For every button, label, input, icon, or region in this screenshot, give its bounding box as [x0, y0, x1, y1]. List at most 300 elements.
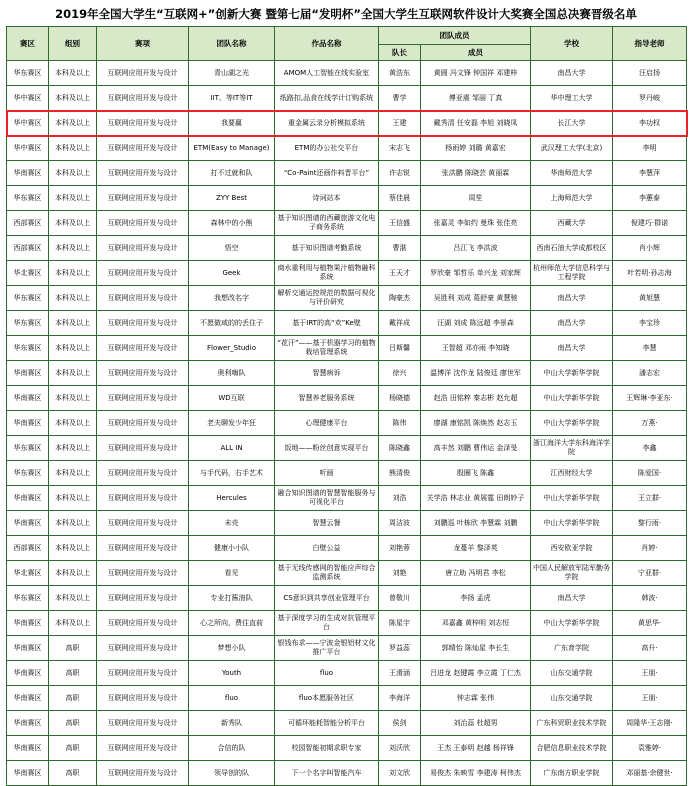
cell-members: 刘鹏巡 叶栋欣 李慧霖 刘鹏	[421, 511, 531, 536]
cell-work: 下一个名字叫智能汽车	[275, 761, 379, 786]
cell-event: 互联网应用开发与设计	[97, 311, 189, 336]
cell-leader: 宋志飞	[379, 136, 421, 161]
cell-members: 廖湖 康铭凯 陈焕然 赵志玉	[421, 411, 531, 436]
cell-event: 互联网应用开发与设计	[97, 361, 189, 386]
table-row	[7, 711, 687, 736]
cell-school: 南昌大学	[531, 61, 613, 86]
cell-group: 本科及以上	[49, 86, 97, 111]
cell-leader: 罗益蕊	[379, 636, 421, 661]
cell-group: 本科及以上	[49, 461, 97, 486]
cell-team: 悟空	[189, 236, 275, 261]
cell-team: WD互联	[189, 386, 275, 411]
cell-team: 新秀队	[189, 711, 275, 736]
cell-area: 华东赛区	[7, 586, 49, 611]
cell-work: AMOM人工智能在线实验室	[275, 61, 379, 86]
cell-area: 华南赛区	[7, 511, 49, 536]
col-header-work: 作品名称	[275, 27, 379, 61]
cell-mentor: 李慧	[613, 336, 687, 361]
table-row	[7, 86, 687, 111]
cell-event: 互联网应用开发与设计	[97, 636, 189, 661]
cell-event: 互联网应用开发与设计	[97, 186, 189, 211]
cell-mentor: 叶若明·孙志海	[613, 261, 687, 286]
cell-school: 武汉理工大学(北京)	[531, 136, 613, 161]
table-row	[7, 536, 687, 561]
cell-group: 本科及以上	[49, 186, 97, 211]
table-row	[7, 311, 687, 336]
cell-team: 我要赢	[189, 111, 275, 136]
cell-area: 华中赛区	[7, 136, 49, 161]
cell-work: 解析交通运控规范的数据可视化与评价研究	[275, 286, 379, 311]
cell-event: 互联网应用开发与设计	[97, 86, 189, 111]
cell-mentor: 李慧萍	[613, 161, 687, 186]
cell-leader: 吕斯馨	[379, 336, 421, 361]
cell-work: fluo本愿服务社区	[275, 686, 379, 711]
cell-mentor: 万燕·	[613, 411, 687, 436]
cell-mentor: 周隆华·王志刚·	[613, 711, 687, 736]
cell-area: 华中赛区	[7, 86, 49, 111]
col-header-leader: 队长	[379, 45, 421, 61]
cell-mentor: 邓丽基·余健世·	[613, 761, 687, 786]
cell-work: 基于无线传感网的智能应声综合监测系统	[275, 561, 379, 586]
cell-members: 王智超 邓亦雨 李知晓	[421, 336, 531, 361]
cell-leader: 徐兴	[379, 361, 421, 386]
col-header-members-group: 团队成员	[379, 27, 531, 45]
cell-group: 高职	[49, 761, 97, 786]
cell-leader: 王建	[379, 111, 421, 136]
cell-group: 本科及以上	[49, 261, 97, 286]
table-row	[7, 211, 687, 236]
table-row	[7, 286, 687, 311]
cell-work: 基于IRT的高“欢”Ke壁	[275, 311, 379, 336]
cell-event: 互联网应用开发与设计	[97, 486, 189, 511]
cell-team: Geek	[189, 261, 275, 286]
cell-group: 本科及以上	[49, 311, 97, 336]
table-row	[7, 136, 687, 161]
cell-members: 傅亚震 邹丽 丁真	[421, 86, 531, 111]
cell-members: 王杰 王泰明 赵越 杨祥锋	[421, 736, 531, 761]
cell-school: 广东育学院	[531, 636, 613, 661]
cell-area: 华南赛区	[7, 661, 49, 686]
cell-event: 互联网应用开发与设计	[97, 161, 189, 186]
cell-school: 广东南方职业学院	[531, 761, 613, 786]
cell-event: 互联网应用开发与设计	[97, 61, 189, 86]
cell-school: 中山大学新华学院	[531, 486, 613, 511]
cell-mentor: 肖小辉	[613, 236, 687, 261]
cell-leader: 刘文欣	[379, 761, 421, 786]
cell-school: 西藏大学	[531, 211, 613, 236]
cell-group: 本科及以上	[49, 411, 97, 436]
cell-team: 合信的队	[189, 736, 275, 761]
cell-team: 心之所向，费往直前	[189, 611, 275, 636]
cell-members: 罗欣豪 邹哲乐 单兴龙 刘家辉	[421, 261, 531, 286]
cell-mentor: 李鑫	[613, 436, 687, 461]
col-header-team: 团队名称	[189, 27, 275, 61]
table-row	[7, 361, 687, 386]
cell-group: 高职	[49, 686, 97, 711]
cell-group: 本科及以上	[49, 511, 97, 536]
cell-leader: 黄浩东	[379, 61, 421, 86]
table-row	[7, 611, 687, 636]
cell-group: 本科及以上	[49, 586, 97, 611]
cell-school: 江西财经大学	[531, 461, 613, 486]
cell-school: 南昌大学	[531, 586, 613, 611]
cell-team: Hercules	[189, 486, 275, 511]
col-header-mentor: 指导老师	[613, 27, 687, 61]
cell-school: 杭州师范大学信息科学与工程学院	[531, 261, 613, 286]
cell-group: 本科及以上	[49, 286, 97, 311]
table-row	[7, 661, 687, 686]
cell-group: 高职	[49, 711, 97, 736]
cell-work: “花汗”——基于机器学习的植物栽培管理系统	[275, 336, 379, 361]
table-head	[7, 27, 687, 61]
cell-event: 互联网应用开发与设计	[97, 236, 189, 261]
cell-work: 纸路扣,品食在线学计订购系统	[275, 86, 379, 111]
cell-area: 华南赛区	[7, 636, 49, 661]
cell-mentor: 罗丹峻	[613, 86, 687, 111]
table-row	[7, 61, 687, 86]
cell-members: 郭晴怡 陈灿星 李长生	[421, 636, 531, 661]
table-row	[7, 261, 687, 286]
cell-work: fluo	[275, 661, 379, 686]
cell-school: 华南师范大学	[531, 161, 613, 186]
cell-area: 华南赛区	[7, 761, 49, 786]
cell-school: 中山大学新华学院	[531, 386, 613, 411]
cell-work: 白壁公益	[275, 536, 379, 561]
cell-mentor: 汪启扬	[613, 61, 687, 86]
cell-area: 华东赛区	[7, 186, 49, 211]
table-wrapper	[6, 26, 686, 786]
cell-event: 互联网应用开发与设计	[97, 286, 189, 311]
table-row	[7, 236, 687, 261]
cell-event: 互联网应用开发与设计	[97, 261, 189, 286]
cell-mentor: 李宝珍	[613, 311, 687, 336]
cell-members: 张洪鹏 陈晓芸 黄丽霖	[421, 161, 531, 186]
cell-work: 饭地——粉丝创意实现平台	[275, 436, 379, 461]
cell-leader: 陈伟	[379, 411, 421, 436]
cell-area: 华南赛区	[7, 161, 49, 186]
cell-group: 本科及以上	[49, 111, 97, 136]
cell-leader: 王天才	[379, 261, 421, 286]
cell-work: 基于知识图谱的西藏旅游文化电子商务系统	[275, 211, 379, 236]
cell-mentor: 李蕙泰	[613, 186, 687, 211]
cell-team: 梦想小队	[189, 636, 275, 661]
cell-work: 融合知识图谱的智慧智能服务与可视化平台	[275, 486, 379, 511]
cell-leader: 陈晓鑫	[379, 436, 421, 461]
cell-mentor: 袁雅婷·	[613, 736, 687, 761]
cell-mentor: 王朋·	[613, 686, 687, 711]
cell-work: “Co-Paint还画作料晋平台”	[275, 161, 379, 186]
cell-mentor: 韩波·	[613, 586, 687, 611]
table-row	[7, 686, 687, 711]
cell-members: 龙蔓羊 黎泽英	[421, 536, 531, 561]
cell-team: 老夫聊发少年狂	[189, 411, 275, 436]
cell-leader: 刘浩	[379, 486, 421, 511]
cell-members: 黄圆 冯文锋 钟国祥 邓建梓	[421, 61, 531, 86]
cell-mentor: 高升·	[613, 636, 687, 661]
cell-work: 可循环能耗智能分析平台	[275, 711, 379, 736]
cell-leader: 刘艳蓉	[379, 536, 421, 561]
cell-group: 高职	[49, 661, 97, 686]
table-row	[7, 736, 687, 761]
table-row	[7, 511, 687, 536]
cell-group: 本科及以上	[49, 536, 97, 561]
cell-mentor: 宁亚群·	[613, 561, 687, 586]
cell-group: 本科及以上	[49, 161, 97, 186]
cell-mentor: 倪建巧·群诺	[613, 211, 687, 236]
cell-leader: 曹湛	[379, 236, 421, 261]
cell-leader: 李海洋	[379, 686, 421, 711]
cell-school: 西南石油大学成都校区	[531, 236, 613, 261]
cell-event: 互联网应用开发与设计	[97, 761, 189, 786]
cell-leader: 周洁波	[379, 511, 421, 536]
cell-area: 华东赛区	[7, 436, 49, 461]
cell-group: 本科及以上	[49, 436, 97, 461]
cell-area: 华南赛区	[7, 711, 49, 736]
cell-event: 互联网应用开发与设计	[97, 511, 189, 536]
table-row	[7, 186, 687, 211]
cell-event: 互联网应用开发与设计	[97, 586, 189, 611]
cell-members: 汪湖 刘成 陈远超 李景森	[421, 311, 531, 336]
cell-area: 华南赛区	[7, 411, 49, 436]
cell-members: 殷圈飞 陈鑫	[421, 461, 531, 486]
cell-team: 看见	[189, 561, 275, 586]
cell-leader: 戴祥成	[379, 311, 421, 336]
cell-area: 华北赛区	[7, 261, 49, 286]
cell-event: 互联网应用开发与设计	[97, 111, 189, 136]
cell-work: 诗词站本	[275, 186, 379, 211]
cell-work: 智慧养老服务系统	[275, 386, 379, 411]
cell-members: 赵浩 田铭粹 秦志彬 赵允超	[421, 386, 531, 411]
cell-mentor: 陈爱国·	[613, 461, 687, 486]
cell-leader: 蔡佳晨	[379, 186, 421, 211]
cell-mentor: 黄旭慧	[613, 286, 687, 311]
cell-leader: 许志锐	[379, 161, 421, 186]
cell-group: 本科及以上	[49, 61, 97, 86]
cell-team: 我想改名字	[189, 286, 275, 311]
cell-work: 银钱布求——宁波金银铝材文化推广平台	[275, 636, 379, 661]
cell-group: 本科及以上	[49, 236, 97, 261]
cell-team: 未壳	[189, 511, 275, 536]
cell-leader: 侯剑	[379, 711, 421, 736]
cell-work: 基于深度学习的生成对抗管理平台	[275, 611, 379, 636]
cell-leader: 陈星宇	[379, 611, 421, 636]
table-row	[7, 411, 687, 436]
cell-event: 互联网应用开发与设计	[97, 711, 189, 736]
cell-members: 吕进龙 赵键霞 李立霞 丁仁杰	[421, 661, 531, 686]
cell-work: 智慧病诉	[275, 361, 379, 386]
cell-mentor: 潘志宏	[613, 361, 687, 386]
cell-members: 高丰然 刘鹏 曹伟运 金泽旻	[421, 436, 531, 461]
table-row	[7, 586, 687, 611]
cell-members: 周笙	[421, 186, 531, 211]
cell-area: 华北赛区	[7, 561, 49, 586]
page-title: 2019年全国大学生“互联网+”创新大赛 暨第七届“发明杯”全国大学生互联网软件设计大奖赛全国总决赛晋级名单	[55, 7, 637, 21]
cell-school: 中国人民解放军陆军勤务学院	[531, 561, 613, 586]
cell-mentor: 李功权	[613, 111, 687, 136]
cell-event: 互联网应用开发与设计	[97, 461, 189, 486]
cell-team: ETM(Easy to Manage)	[189, 136, 275, 161]
cell-leader: 王信盛	[379, 211, 421, 236]
cell-team: 奥利嗨队	[189, 361, 275, 386]
cell-school: 中山大学新华学院	[531, 511, 613, 536]
cell-group: 本科及以上	[49, 136, 97, 161]
cell-area: 华南赛区	[7, 611, 49, 636]
table-row	[7, 761, 687, 786]
cell-team: Youth	[189, 661, 275, 686]
cell-team: fluo	[189, 686, 275, 711]
cell-members: 钟志霖 张伟	[421, 686, 531, 711]
cell-work: CS意识到共享创业管理平台	[275, 586, 379, 611]
cell-area: 华东赛区	[7, 461, 49, 486]
cell-work: 听画	[275, 461, 379, 486]
cell-work: 心理健康平台	[275, 411, 379, 436]
cell-event: 互联网应用开发与设计	[97, 661, 189, 686]
cell-event: 互联网应用开发与设计	[97, 736, 189, 761]
col-header-group: 组别	[49, 27, 97, 61]
cell-event: 互联网应用开发与设计	[97, 211, 189, 236]
cell-area: 华中赛区	[7, 111, 49, 136]
cell-event: 互联网应用开发与设计	[97, 136, 189, 161]
cell-school: 南昌大学	[531, 336, 613, 361]
cell-work: 校园智能初期求职专家	[275, 736, 379, 761]
cell-leader: 杨晓德	[379, 386, 421, 411]
cell-team: ALL IN	[189, 436, 275, 461]
cell-event: 互联网应用开发与设计	[97, 386, 189, 411]
cell-team: 健康小小队	[189, 536, 275, 561]
cell-work: ETM的办公社交平台	[275, 136, 379, 161]
cell-event: 互联网应用开发与设计	[97, 611, 189, 636]
cell-team: 青山湖之光	[189, 61, 275, 86]
cell-area: 华南赛区	[7, 686, 49, 711]
table-row	[7, 386, 687, 411]
cell-group: 本科及以上	[49, 386, 97, 411]
cell-school: 中山大学新华学院	[531, 411, 613, 436]
cell-school: 南昌大学	[531, 311, 613, 336]
cell-group: 本科及以上	[49, 361, 97, 386]
cell-group: 本科及以上	[49, 211, 97, 236]
cell-members: 吴胜利 刘成 葛舒豪 黄慧驰	[421, 286, 531, 311]
cell-event: 互联网应用开发与设计	[97, 411, 189, 436]
cell-area: 西部赛区	[7, 211, 49, 236]
cell-mentor: 李明	[613, 136, 687, 161]
cell-event: 互联网应用开发与设计	[97, 561, 189, 586]
cell-school: 上海师范大学	[531, 186, 613, 211]
cell-school: 浙江海洋大学东科海洋学院	[531, 436, 613, 461]
cell-group: 高职	[49, 736, 97, 761]
cell-area: 华东赛区	[7, 286, 49, 311]
cell-mentor: 黄思华·	[613, 611, 687, 636]
cell-school: 南昌大学	[531, 286, 613, 311]
cell-members: 戴秀清 任安磊 李旭 刘晓凤	[421, 111, 531, 136]
table-row	[7, 436, 687, 461]
table-row	[7, 561, 687, 586]
cell-work: 重金属云录分析模拟系统	[275, 111, 379, 136]
table-row	[7, 636, 687, 661]
cell-members: 易俊杰 朱映雪 李建涛 柯伟杰	[421, 761, 531, 786]
cell-work: 基于知识图谱考勤系统	[275, 236, 379, 261]
table-row	[7, 161, 687, 186]
cell-leader: 刘沃欣	[379, 736, 421, 761]
col-header-area: 赛区	[7, 27, 49, 61]
cell-leader: 熊清俊	[379, 461, 421, 486]
cell-event: 互联网应用开发与设计	[97, 336, 189, 361]
cell-team: 打不过就和队	[189, 161, 275, 186]
cell-group: 本科及以上	[49, 561, 97, 586]
cell-area: 华南赛区	[7, 386, 49, 411]
cell-members: 杨雨婷 刘璐 黄嘉宏	[421, 136, 531, 161]
cell-members: 吕江飞 李洪波	[421, 236, 531, 261]
cell-team: 与手代码，右手艺术	[189, 461, 275, 486]
awards-table	[6, 26, 687, 786]
cell-area: 华东赛区	[7, 336, 49, 361]
cell-school: 山东交通学院	[531, 661, 613, 686]
cell-work: 商水重利用与植物果汁植物融科系统	[275, 261, 379, 286]
cell-event: 互联网应用开发与设计	[97, 536, 189, 561]
col-header-school: 学校	[531, 27, 613, 61]
cell-team: 领导创的队	[189, 761, 275, 786]
cell-work: 智慧云餐	[275, 511, 379, 536]
table-row	[7, 486, 687, 511]
cell-members: 温博洋 沈作龙 陆俊廷 廖世军	[421, 361, 531, 386]
cell-group: 本科及以上	[49, 486, 97, 511]
cell-leader: 刘艳	[379, 561, 421, 586]
cell-members: 李扬 孟虎	[421, 586, 531, 611]
cell-mentor: 王辉琳·李亚东·	[613, 386, 687, 411]
cell-team: ZYY Best	[189, 186, 275, 211]
cell-school: 山东交通学院	[531, 686, 613, 711]
cell-mentor: 肖婷·	[613, 536, 687, 561]
col-header-member: 成员	[421, 45, 531, 61]
cell-team: IIT、等IT等IT	[189, 86, 275, 111]
cell-members: 关学浩 林志业 黄展霆 田朗妙子	[421, 486, 531, 511]
cell-school: 合肥信息职业技术学院	[531, 736, 613, 761]
cell-school: 华中理工大学	[531, 86, 613, 111]
cell-area: 华南赛区	[7, 361, 49, 386]
cell-members: 刘治蕊 杜超男	[421, 711, 531, 736]
cell-group: 本科及以上	[49, 336, 97, 361]
cell-leader: 曾敬川	[379, 586, 421, 611]
table-row	[7, 111, 687, 136]
table-row	[7, 461, 687, 486]
cell-group: 本科及以上	[49, 611, 97, 636]
cell-area: 西部赛区	[7, 236, 49, 261]
cell-group: 高职	[49, 636, 97, 661]
cell-members: 唐立助 冯明君 李松	[421, 561, 531, 586]
cell-mentor: 王立群·	[613, 486, 687, 511]
table-row	[7, 336, 687, 361]
cell-team: Flower_Studio	[189, 336, 275, 361]
cell-team: 森林中的小熊	[189, 211, 275, 236]
cell-mentor: 王朋·	[613, 661, 687, 686]
cell-mentor: 黎行雨·	[613, 511, 687, 536]
cell-team: 专业打酱油队	[189, 586, 275, 611]
cell-area: 华东赛区	[7, 61, 49, 86]
cell-members: 邓嘉鑫 黄梓明 刘志恒	[421, 611, 531, 636]
cell-team: 不愿做咸的的丢住子	[189, 311, 275, 336]
cell-school: 西安欧亚学院	[531, 536, 613, 561]
cell-members: 张嘉灵 李如约 曼珠 张佳亮	[421, 211, 531, 236]
table-body	[7, 61, 687, 786]
cell-leader: 曹学	[379, 86, 421, 111]
cell-leader: 陶豪杰	[379, 286, 421, 311]
cell-leader: 王滑涵	[379, 661, 421, 686]
col-header-event: 赛项	[97, 27, 189, 61]
cell-area: 西部赛区	[7, 536, 49, 561]
cell-school: 长江大学	[531, 111, 613, 136]
cell-area: 华东赛区	[7, 311, 49, 336]
cell-area: 华南赛区	[7, 486, 49, 511]
cell-event: 互联网应用开发与设计	[97, 686, 189, 711]
